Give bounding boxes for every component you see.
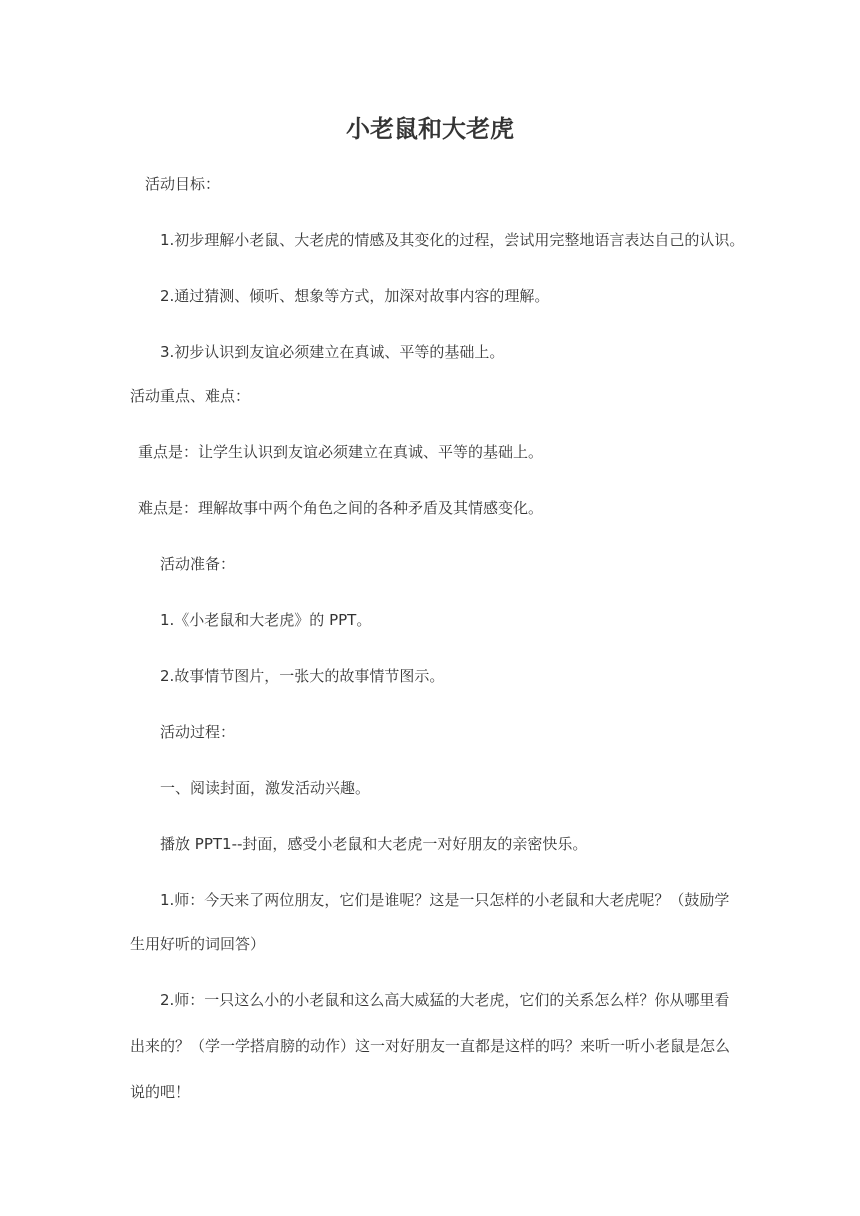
- goal-item-1: 1.初步理解小老鼠、大老虎的情感及其变化的过程，尝试用完整地语言表达自己的认识。: [160, 231, 745, 249]
- preparation-item-2: 2.故事情节图片，一张大的故事情节图示。: [160, 667, 445, 685]
- process-paragraph-q2-line1: 2.师：一只这么小的小老鼠和这么高大威猛的大老虎，它们的关系怎么样？你从哪里看: [160, 991, 730, 1009]
- section-heading-key-points: 活动重点、难点：: [130, 387, 251, 405]
- goal-item-3: 3.初步认识到友谊必须建立在真诚、平等的基础上。: [160, 343, 505, 361]
- section-heading-process: 活动过程：: [160, 723, 236, 741]
- process-paragraph-q2-line2: 出来的？（学一学搭肩膀的动作）这一对好朋友一直都是这样的吗？来听一听小老鼠是怎么: [130, 1037, 731, 1055]
- preparation-item-1: 1.《小老鼠和大老虎》的 PPT。: [160, 611, 372, 629]
- process-step-1: 一、阅读封面，激发活动兴趣。: [160, 779, 371, 797]
- process-paragraph-ppt1: 播放 PPT1--封面，感受小老鼠和大老虎一对好朋友的亲密快乐。: [160, 835, 588, 853]
- process-paragraph-q1-line2: 生用好听的词回答）: [130, 935, 266, 953]
- process-paragraph-q1-line1: 1.师：今天来了两位朋友，它们是谁呢？这是一只怎样的小老鼠和大老虎呢？（鼓励学: [160, 891, 730, 909]
- process-paragraph-q2-line3: 说的吧！: [130, 1083, 191, 1101]
- key-point: 重点是：让学生认识到友谊必须建立在真诚、平等的基础上。: [138, 443, 544, 461]
- document-title: 小老鼠和大老虎: [346, 115, 514, 143]
- difficult-point: 难点是：理解故事中两个角色之间的各种矛盾及其情感变化。: [138, 499, 544, 517]
- section-heading-preparation: 活动准备：: [160, 555, 236, 573]
- section-heading-goals: 活动目标：: [145, 175, 221, 193]
- goal-item-2: 2.通过猜测、倾听、想象等方式，加深对故事内容的理解。: [160, 287, 550, 305]
